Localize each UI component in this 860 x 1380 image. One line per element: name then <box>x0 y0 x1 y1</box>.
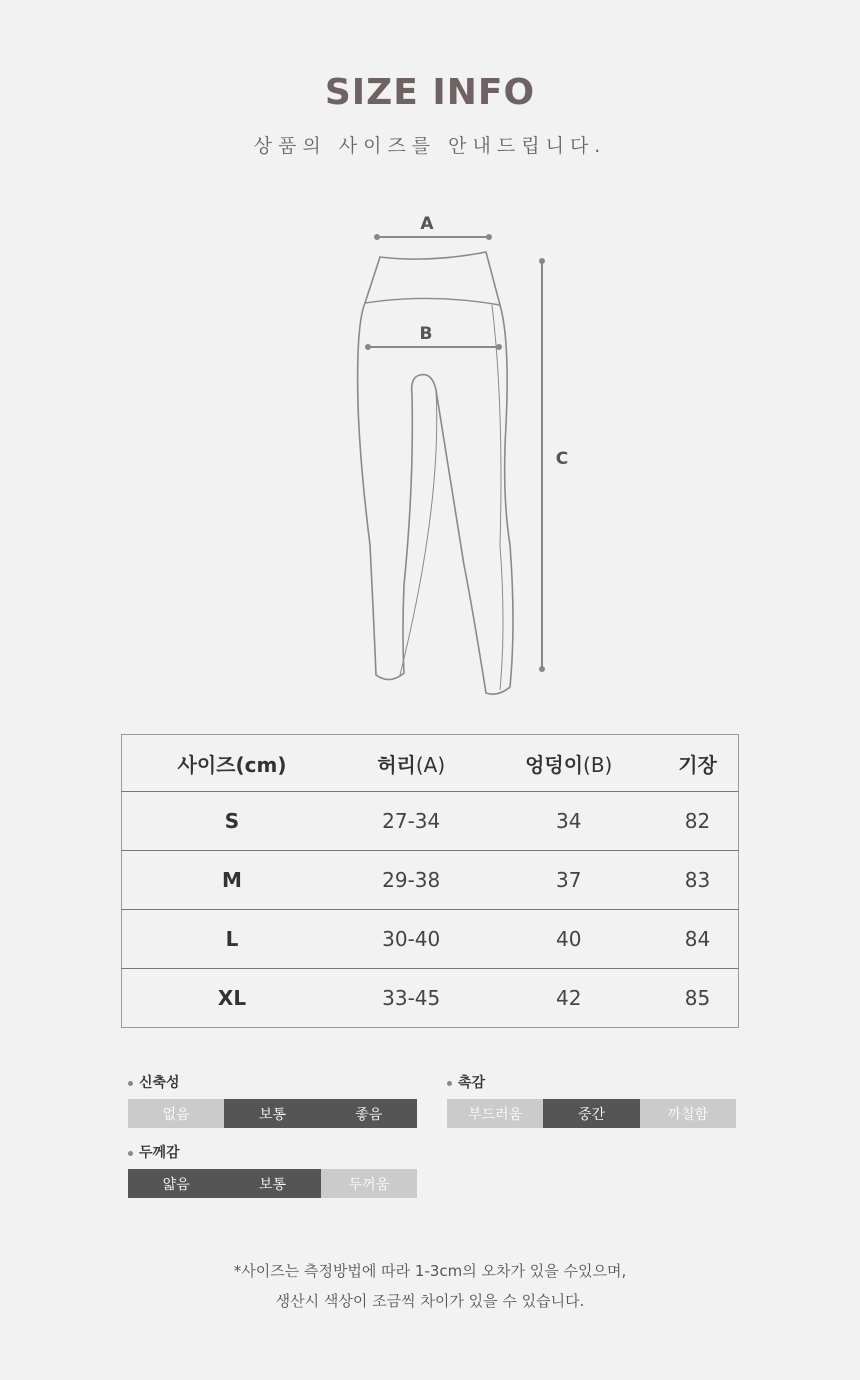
touch-title: 촉감 <box>458 1075 486 1091</box>
touch-scale <box>447 1099 736 1128</box>
size-table-header <box>122 735 739 792</box>
seam-line <box>400 390 437 675</box>
size-table <box>121 734 739 1028</box>
footnote-line-1: *사이즈는 측정방법에 따라 1-3cm의 오차가 있을 수있으며, <box>233 1262 627 1280</box>
length-cell: 83 <box>684 868 711 892</box>
size-cell: M <box>222 868 242 892</box>
thickness-option: 두꺼움 <box>321 1169 417 1198</box>
table-row <box>122 792 739 851</box>
footnote-line-2: 생산시 색상이 조금씩 차이가 있을 수 있습니다. <box>275 1292 585 1310</box>
touch-option: 부드러움 <box>447 1099 543 1128</box>
waistband-line <box>365 298 500 305</box>
header-length: 기장 <box>678 752 717 777</box>
length-cell: 85 <box>684 986 711 1010</box>
bullet-icon <box>128 1081 133 1086</box>
waist-cell: 33-45 <box>382 986 441 1010</box>
length-cell: 82 <box>684 809 711 833</box>
stretch-scale <box>128 1099 417 1128</box>
measure-dot <box>539 258 545 264</box>
label-c: C <box>555 449 569 469</box>
thickness-attribute <box>128 1143 417 1198</box>
table-row <box>122 910 739 969</box>
touch-attribute <box>447 1073 736 1128</box>
stretch-option: 좋음 <box>321 1099 417 1128</box>
leggings-illustration <box>340 205 580 705</box>
hip-cell: 37 <box>555 868 582 892</box>
measure-dot <box>365 344 371 350</box>
waist-cell: 30-40 <box>382 927 441 951</box>
header-waist-unit: (A) <box>415 752 446 777</box>
seam-line <box>492 305 503 690</box>
touch-option: 까칠함 <box>640 1099 736 1128</box>
hip-cell: 42 <box>555 986 582 1010</box>
measure-dot <box>496 344 502 350</box>
page-subtitle: 상품의 사이즈를 안내드립니다. <box>253 135 607 157</box>
bullet-icon <box>128 1151 133 1156</box>
label-a: A <box>420 214 434 234</box>
header-waist <box>342 735 480 792</box>
measure-dot <box>374 234 380 240</box>
header-hip-label: 엉덩이 <box>525 752 584 777</box>
leggings-diagram <box>340 205 580 705</box>
size-cell: L <box>225 927 239 951</box>
thickness-option: 얇음 <box>128 1169 224 1198</box>
page-title: SIZE INFO <box>324 72 536 113</box>
header-hip-unit: (B) <box>583 752 613 777</box>
label-b: B <box>419 324 433 344</box>
measure-dot <box>486 234 492 240</box>
stretch-option: 없음 <box>128 1099 224 1128</box>
header-size: 사이즈(cm) <box>177 752 287 777</box>
header-waist-label: 허리 <box>377 752 416 777</box>
thickness-scale <box>128 1169 417 1198</box>
hip-cell: 34 <box>555 809 582 833</box>
waist-cell: 29-38 <box>382 868 441 892</box>
table-row <box>122 851 739 910</box>
stretch-heading <box>128 1073 417 1093</box>
stretch-title: 신축성 <box>139 1075 180 1091</box>
thickness-option: 보통 <box>224 1169 320 1198</box>
measure-dot <box>539 666 545 672</box>
stretch-attribute <box>128 1073 417 1128</box>
bullet-icon <box>447 1081 452 1086</box>
touch-heading <box>447 1073 736 1093</box>
thickness-heading <box>128 1143 417 1163</box>
size-cell: XL <box>217 986 247 1010</box>
stretch-option: 보통 <box>224 1099 320 1128</box>
touch-option: 중간 <box>543 1099 639 1128</box>
length-cell: 84 <box>684 927 711 951</box>
leggings-outline <box>358 252 513 694</box>
header-hip <box>480 735 657 792</box>
thickness-title: 두께감 <box>139 1145 180 1161</box>
hip-cell: 40 <box>555 927 582 951</box>
waist-cell: 27-34 <box>382 809 441 833</box>
table-row <box>122 969 739 1028</box>
size-cell: S <box>224 809 240 833</box>
